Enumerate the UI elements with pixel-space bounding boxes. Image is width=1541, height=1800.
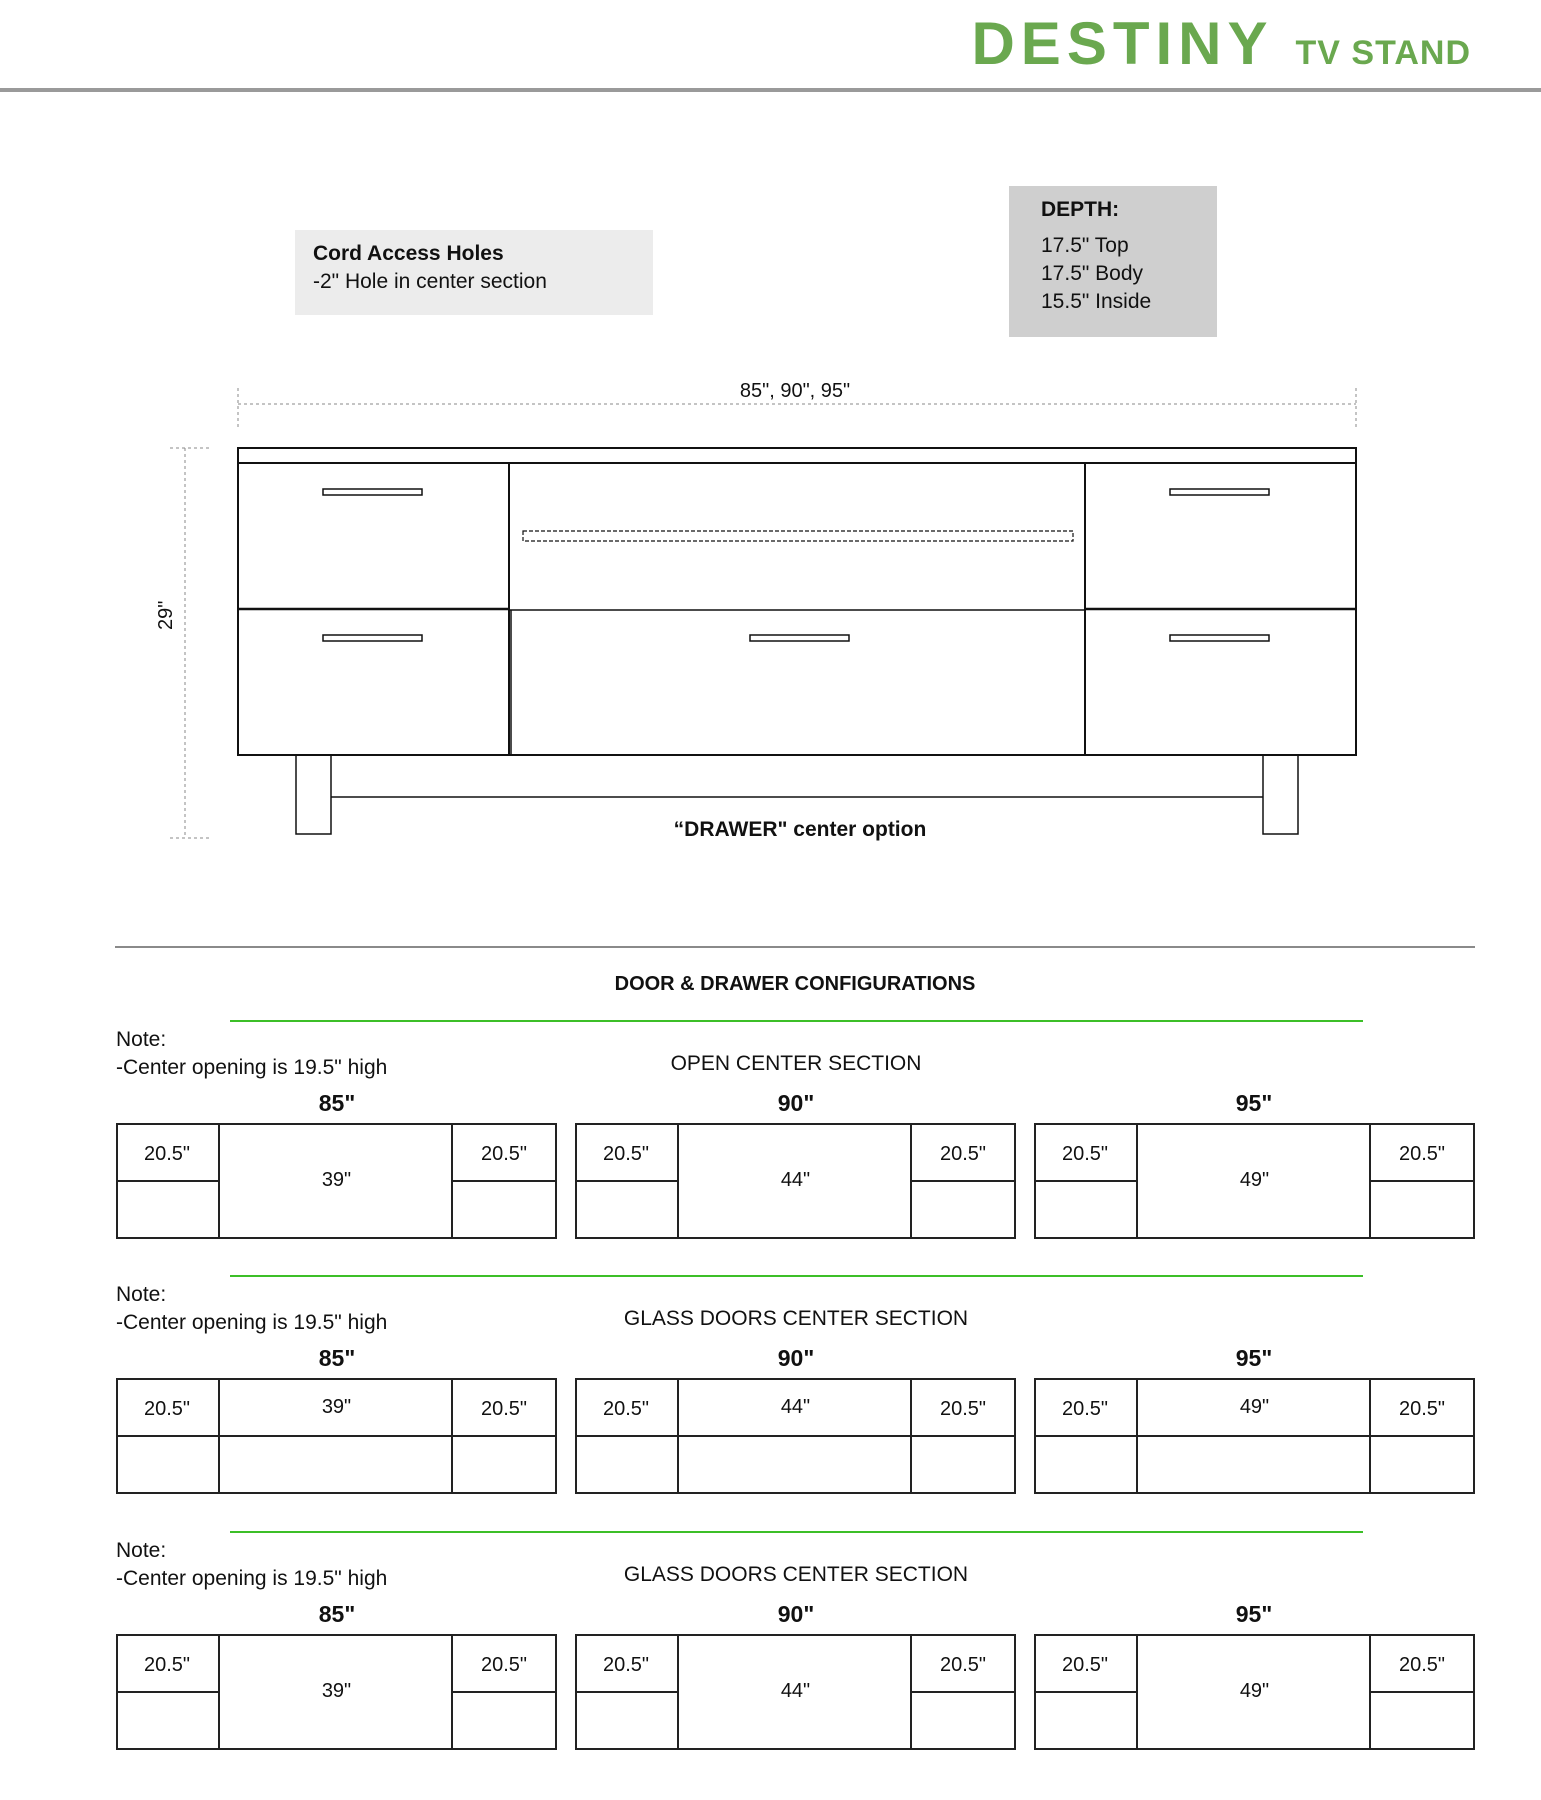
config-diagram — [1034, 1378, 1475, 1494]
config-diagram — [1034, 1634, 1475, 1750]
height-dimension-label: 29" — [155, 600, 177, 630]
left-width-label: 20.5" — [603, 1398, 650, 1420]
left-drawer-top — [577, 1380, 679, 1437]
config-diagram — [1034, 1123, 1475, 1239]
right-drawer-bottom — [910, 1693, 1014, 1750]
right-drawer-bottom — [1369, 1437, 1473, 1494]
left-drawer-bottom — [1036, 1182, 1138, 1239]
left-drawer-bottom — [118, 1437, 220, 1494]
left-width-label: 20.5" — [1062, 1654, 1109, 1676]
left-width-label: 20.5" — [144, 1398, 191, 1420]
depth-title: DEPTH: — [1041, 198, 1120, 221]
center-section — [679, 1636, 912, 1750]
right-width-label: 20.5" — [940, 1654, 987, 1676]
depth-top: 17.5" Top — [1041, 234, 1129, 257]
left-width-label: 20.5" — [144, 1143, 191, 1165]
right-drawer-bottom — [1369, 1693, 1473, 1750]
depth-inside: 15.5" Inside — [1041, 290, 1152, 313]
left-drawer-top — [577, 1125, 679, 1182]
config-size-label: 85" — [318, 1345, 356, 1371]
right-drawer-top — [1369, 1380, 1473, 1437]
right-width-label: 20.5" — [1399, 1143, 1446, 1165]
note-title: Note: — [116, 1283, 167, 1306]
section-label: GLASS DOORS CENTER SECTION — [623, 1563, 969, 1586]
config-size-label: 90" — [777, 1601, 815, 1627]
config-size-label: 90" — [777, 1345, 815, 1371]
left-drawer-top — [1036, 1636, 1138, 1693]
left-drawer-top — [577, 1636, 679, 1693]
left-drawer-bottom — [1036, 1437, 1138, 1494]
left-drawer-bottom — [577, 1182, 679, 1239]
section-note — [116, 1026, 387, 1082]
right-drawer-bottom — [451, 1693, 555, 1750]
top-slab — [238, 448, 1356, 463]
right-drawer-bottom — [910, 1437, 1014, 1494]
center-section — [1138, 1125, 1371, 1239]
right-drawer-bottom — [451, 1182, 555, 1239]
config-size-label: 95" — [1235, 1601, 1273, 1627]
configurations-title: DOOR & DRAWER CONFIGURATIONS — [614, 973, 976, 995]
center-section — [220, 1636, 453, 1750]
center-section-top — [1138, 1380, 1371, 1437]
drawer-handle-bottom-right — [1170, 635, 1269, 641]
center-section — [679, 1125, 912, 1239]
right-width-label: 20.5" — [481, 1143, 528, 1165]
section-label: GLASS DOORS CENTER SECTION — [623, 1307, 969, 1330]
center-section — [1138, 1636, 1371, 1750]
config-diagram — [116, 1634, 557, 1750]
section-note — [116, 1537, 387, 1593]
section-note — [116, 1281, 387, 1337]
note-text: -Center opening is 19.5" high — [116, 1567, 388, 1590]
note-title: Note: — [116, 1539, 167, 1562]
right-width-label: 20.5" — [481, 1398, 528, 1420]
center-width-label: 44" — [780, 1169, 811, 1191]
left-drawer-bottom — [118, 1182, 220, 1239]
center-section-bottom — [1138, 1437, 1371, 1494]
leg-left — [296, 755, 331, 834]
right-drawer-bottom — [910, 1182, 1014, 1239]
right-drawer-top — [910, 1125, 1014, 1182]
left-width-label: 20.5" — [603, 1143, 650, 1165]
left-width-label: 20.5" — [144, 1654, 191, 1676]
brand-name: DESTINY — [971, 10, 1274, 77]
config-size-label: 85" — [318, 1601, 356, 1627]
note-text: -Center opening is 19.5" high — [116, 1311, 388, 1334]
center-section-top — [679, 1380, 912, 1437]
section-rule — [230, 1275, 1363, 1277]
config-diagram — [116, 1123, 557, 1239]
config-diagram — [575, 1378, 1016, 1494]
cord-access-title: Cord Access Holes — [313, 242, 504, 265]
right-drawer-bottom — [1369, 1182, 1473, 1239]
right-drawer-top — [451, 1125, 555, 1182]
left-drawer-top — [1036, 1380, 1138, 1437]
right-drawer-top — [1369, 1636, 1473, 1693]
right-drawer-top — [451, 1380, 555, 1437]
drawer-handle-center — [750, 635, 849, 641]
left-drawer-top — [118, 1380, 220, 1437]
left-drawer-bottom — [577, 1437, 679, 1494]
center-width-label: 39" — [321, 1680, 352, 1702]
left-drawer-top — [118, 1125, 220, 1182]
center-section-bottom — [220, 1437, 453, 1494]
config-size-label: 95" — [1235, 1090, 1273, 1116]
leg-right — [1263, 755, 1298, 834]
drawer-option-caption: “DRAWER" center option — [673, 818, 927, 841]
section-label: OPEN CENTER SECTION — [670, 1052, 922, 1075]
right-drawer-top — [910, 1380, 1014, 1437]
config-diagram — [116, 1378, 557, 1494]
width-dimension-label: 85", 90", 95" — [739, 380, 851, 402]
left-width-label: 20.5" — [603, 1654, 650, 1676]
config-diagram — [575, 1123, 1016, 1239]
cord-access-text: -2" Hole in center section — [313, 270, 547, 293]
center-width-label: 39" — [321, 1396, 352, 1418]
center-width-label: 49" — [1239, 1169, 1270, 1191]
left-width-label: 20.5" — [1062, 1398, 1109, 1420]
right-drawer-top — [1369, 1125, 1473, 1182]
center-width-label: 44" — [780, 1680, 811, 1702]
cord-access-slot — [523, 531, 1073, 541]
note-title: Note: — [116, 1028, 167, 1051]
right-width-label: 20.5" — [1399, 1654, 1446, 1676]
center-width-label: 39" — [321, 1169, 352, 1191]
depth-body: 17.5" Body — [1041, 262, 1144, 285]
left-width-label: 20.5" — [1062, 1143, 1109, 1165]
left-drawer-top — [1036, 1125, 1138, 1182]
center-width-label: 44" — [780, 1396, 811, 1418]
right-width-label: 20.5" — [1399, 1398, 1446, 1420]
note-text: -Center opening is 19.5" high — [116, 1056, 388, 1079]
product-name: TV STAND — [1295, 34, 1471, 72]
right-width-label: 20.5" — [940, 1398, 987, 1420]
center-section-top — [220, 1380, 453, 1437]
right-drawer-bottom — [451, 1437, 555, 1494]
center-section — [220, 1125, 453, 1239]
drawer-handle-top-left — [323, 489, 422, 495]
left-drawer-bottom — [577, 1693, 679, 1750]
left-drawer-bottom — [118, 1693, 220, 1750]
left-drawer-top — [118, 1636, 220, 1693]
right-drawer-top — [451, 1636, 555, 1693]
config-diagram — [575, 1634, 1016, 1750]
config-size-label: 90" — [777, 1090, 815, 1116]
right-width-label: 20.5" — [940, 1143, 987, 1165]
right-width-label: 20.5" — [481, 1654, 528, 1676]
drawer-handle-bottom-left — [323, 635, 422, 641]
section-rule — [230, 1531, 1363, 1533]
center-width-label: 49" — [1239, 1396, 1270, 1418]
section-divider — [115, 946, 1475, 948]
config-size-label: 85" — [318, 1090, 356, 1116]
center-width-label: 49" — [1239, 1680, 1270, 1702]
config-size-label: 95" — [1235, 1345, 1273, 1371]
right-drawer-top — [910, 1636, 1014, 1693]
drawer-handle-top-right — [1170, 489, 1269, 495]
section-rule — [230, 1020, 1363, 1022]
center-section-bottom — [679, 1437, 912, 1494]
left-drawer-bottom — [1036, 1693, 1138, 1750]
